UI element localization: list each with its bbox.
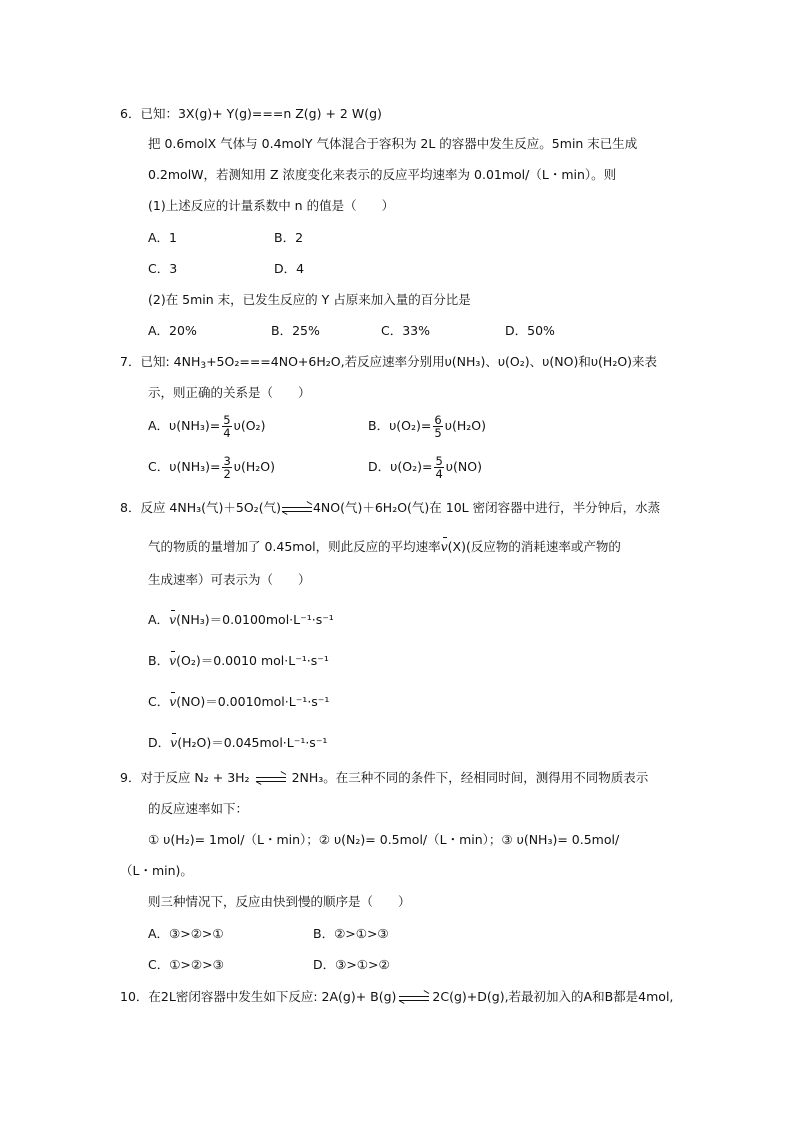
equilibrium-arrow-icon (256, 774, 286, 784)
q6-option-b: B．2 (274, 230, 304, 245)
q8-text-line2: 气的物质的量增加了 0.45mol，则此反应的平均速率v(X)(反应物的消耗速率或产物的 (148, 539, 621, 554)
q6-option-d: D．4 (274, 261, 305, 276)
equilibrium-arrow-icon (282, 504, 312, 514)
q6-text-line1: 把 0.6molX 气体与 0.4molY 气体混合于容积为 2L 的容器中发生反应。5min 末已生成 (148, 136, 638, 151)
fraction: $\frac{6}{5}$ (434, 413, 442, 440)
q6-sub2-option-a: A．20% (148, 323, 197, 338)
fraction: $\frac{3}{2}$ (223, 454, 231, 481)
average-rate-symbol: v (170, 735, 178, 750)
q9-option-d: D．③>①>② (313, 957, 390, 972)
q7-heading: 7．已知: $4NH_3+5O_2===4NO+6H_2O$,若反应速率分别用υ(NH₃)、υ(O₂)、υ(NO)和υ(H₂O)来表 (120, 354, 658, 371)
q6-sub2-option-b: B．25% (271, 323, 320, 338)
q8-option-b: B．v(O₂)＝0.0010 mol·L⁻¹·s⁻¹ (148, 653, 329, 668)
q9-text-line2: 的反应速率如下： (148, 801, 249, 816)
q6-sub2-option-d: D．50% (505, 323, 555, 338)
q9-option-a: A．③>②>① (148, 926, 224, 941)
q7-option-d: D．υ(O₂)= $\frac{5}{4}$ υ(NO) (368, 454, 482, 481)
q6-option-a: A．1 (148, 230, 178, 245)
average-rate-symbol: v (169, 612, 177, 627)
q8-option-d: D．v(H₂O)＝0.045mol·L⁻¹·s⁻¹ (148, 735, 328, 750)
q6-subquestion-2: (2)在 5min 末，已发生反应的 Y 占原来加入量的百分比是 (148, 292, 471, 307)
q7-option-b: B．υ(O₂)= $\frac{6}{5}$ υ(H₂O) (368, 413, 486, 440)
q6-text-line2: 0.2molW，若测知用 Z 浓度变化来表示的反应平均速率为 0.01mol/（L・min）。则 (148, 167, 617, 182)
q9-option-b: B．②>①>③ (313, 926, 389, 941)
q6-subquestion-1: (1)上述反应的计量系数中 n 的值是（ ） (148, 198, 395, 213)
q9-text-line3: ① υ(H₂)= 1mol/（L・min）；② υ(N₂)= 0.5mol/（L・min）；③ υ(NH₃)= 0.5mol/ (148, 832, 620, 847)
q10-heading: 10．在2L密闭容器中发生如下反应: 2A(g)+ B(g) 2C(g)+D(g),若最初加入的A和B都是4mol, (120, 989, 674, 1004)
q9-heading: 9．对于反应 N₂ + 3H₂ 2NH₃。在三种不同的条件下，经相同时间，测得用不同物质表示 (120, 770, 649, 785)
q7-option-a: A．υ(NH₃)= $\frac{5}{4}$ υ(O₂) (148, 413, 266, 440)
fraction: $\frac{5}{4}$ (223, 413, 231, 440)
q6-sub2-option-c: C．33% (381, 323, 431, 338)
q6-heading: 6．已知：3X(g)+ Y(g)===n Z(g) + 2 W(g) (120, 106, 382, 121)
average-rate-symbol: v (440, 539, 448, 554)
average-rate-symbol: v (169, 653, 177, 668)
q8-option-c: C．v(NO)＝0.0010mol·L⁻¹·s⁻¹ (148, 694, 330, 709)
q9-text-line4: （L・min)。 (120, 863, 193, 878)
q8-text-line3: 生成速率）可表示为（ ） (148, 572, 311, 587)
q8-heading: 8．反应 4NH₃(气)＋5O₂(气) 4NO(气)＋6H₂O(气)在 10L 密闭容器中进行，半分钟后，水蒸 (120, 500, 661, 515)
equilibrium-arrow-icon (399, 993, 429, 1003)
q9-option-c: C．①>②>③ (148, 957, 224, 972)
q6-option-c: C．3 (148, 261, 178, 276)
q7-text-line2: 示，则正确的关系是（ ） (148, 385, 311, 400)
q7-option-c: C．υ(NH₃)= $\frac{3}{2}$ υ(H₂O) (148, 454, 276, 481)
q9-text-line5: 则三种情况下，反应由快到慢的顺序是（ ） (148, 894, 411, 909)
average-rate-symbol: v (169, 694, 177, 709)
fraction: $\frac{5}{4}$ (435, 454, 443, 481)
q8-option-a: A．v(NH₃)＝0.0100mol·L⁻¹·s⁻¹ (148, 612, 334, 627)
